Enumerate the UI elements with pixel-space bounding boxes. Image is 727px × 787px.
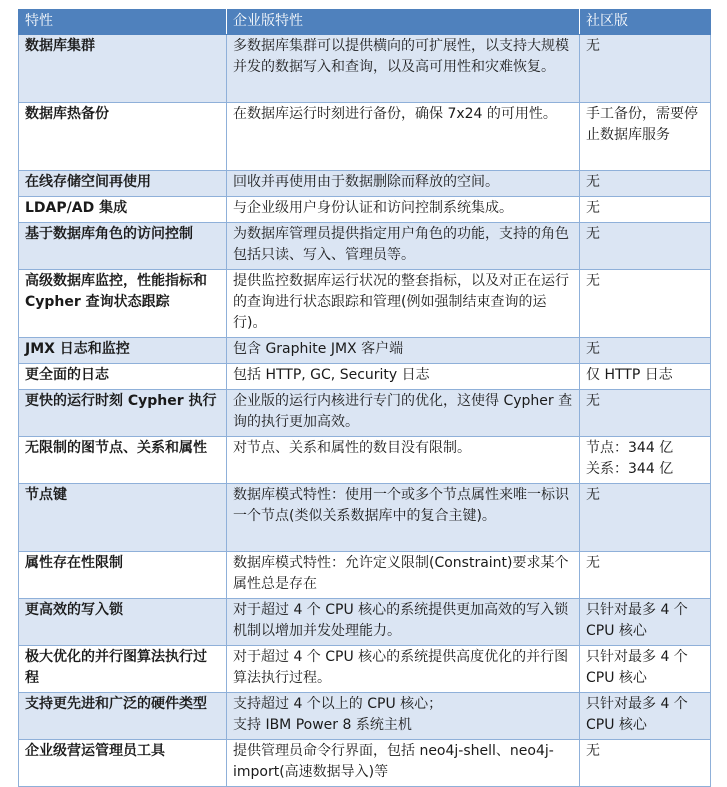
table-row: [19, 390, 711, 437]
community-cell: 只针对最多 4 个 CPU 核心: [580, 599, 711, 646]
feature-cell: 更全面的日志: [19, 364, 227, 390]
community-cell: 手工备份，需要停止数据库服务: [580, 103, 711, 171]
feature-comparison: [18, 9, 710, 787]
feature-cell: 节点键: [19, 484, 227, 552]
table-row: [19, 35, 711, 103]
enterprise-cell: 提供监控数据库运行状况的整套指标，以及对正在运行的查询进行状态跟踪和管理(例如强制结束查询的运行)。: [227, 270, 580, 338]
feature-cell: JMX 日志和监控: [19, 338, 227, 364]
enterprise-cell: 数据库模式特性：使用一个或多个节点属性来唯一标识一个节点(类似关系数据库中的复合主键)。: [227, 484, 580, 552]
enterprise-cell: 在数据库运行时刻进行备份，确保 7x24 的可用性。: [227, 103, 580, 171]
table-row: [19, 552, 711, 599]
feature-cell: 支持更先进和广泛的硬件类型: [19, 693, 227, 740]
community-cell: 无: [580, 171, 711, 197]
community-cell: 无: [580, 390, 711, 437]
community-cell: 无: [580, 740, 711, 787]
table-row: [19, 740, 711, 787]
feature-cell: 高级数据库监控，性能指标和 Cypher 查询状态跟踪: [19, 270, 227, 338]
enterprise-cell: 支持超过 4 个以上的 CPU 核心； 支持 IBM Power 8 系统主机: [227, 693, 580, 740]
enterprise-cell: 回收并再使用由于数据删除而释放的空间。: [227, 171, 580, 197]
table-row: [19, 270, 711, 338]
header-enterprise: 企业版特性: [227, 10, 580, 35]
enterprise-cell: 企业版的运行内核进行专门的优化，这使得 Cypher 查询的执行更加高效。: [227, 390, 580, 437]
community-cell: 节点：344 亿 关系：344 亿: [580, 437, 711, 484]
table-row: [19, 197, 711, 223]
enterprise-cell: 对节点、关系和属性的数目没有限制。: [227, 437, 580, 484]
community-cell: 无: [580, 223, 711, 270]
enterprise-cell: 提供管理员命令行界面，包括 neo4j-shell、neo4j-import(高速数据导入)等: [227, 740, 580, 787]
feature-cell: 数据库热备份: [19, 103, 227, 171]
table-header-row: [19, 10, 711, 35]
feature-cell: 在线存储空间再使用: [19, 171, 227, 197]
community-cell: 只针对最多 4 个 CPU 核心: [580, 646, 711, 693]
enterprise-cell: 为数据库管理员提供指定用户角色的功能，支持的角色包括只读、写入、管理员等。: [227, 223, 580, 270]
enterprise-cell: 数据库模式特性：允许定义限制(Constraint)要求某个属性总是存在: [227, 552, 580, 599]
enterprise-cell: 包括 HTTP, GC, Security 日志: [227, 364, 580, 390]
feature-cell: LDAP/AD 集成: [19, 197, 227, 223]
community-cell: 无: [580, 338, 711, 364]
table-row: [19, 103, 711, 171]
header-feature: 特性: [19, 10, 227, 35]
community-cell: 无: [580, 484, 711, 552]
feature-cell: 数据库集群: [19, 35, 227, 103]
enterprise-cell: 对于超过 4 个 CPU 核心的系统提供高度优化的并行图算法执行过程。: [227, 646, 580, 693]
community-cell: 无: [580, 35, 711, 103]
feature-cell: 无限制的图节点、关系和属性: [19, 437, 227, 484]
feature-cell: 更快的运行时刻 Cypher 执行: [19, 390, 227, 437]
table-row: [19, 484, 711, 552]
feature-table: [18, 9, 711, 787]
feature-cell: 更高效的写入锁: [19, 599, 227, 646]
enterprise-cell: 多数据库集群可以提供横向的可扩展性，以支持大规模并发的数据写入和查询，以及高可用性和灾难恢复。: [227, 35, 580, 103]
community-cell: 无: [580, 197, 711, 223]
feature-cell: 基于数据库角色的访问控制: [19, 223, 227, 270]
feature-cell: 极大优化的并行图算法执行过程: [19, 646, 227, 693]
feature-cell: 属性存在性限制: [19, 552, 227, 599]
community-cell: 无: [580, 270, 711, 338]
header-community: 社区版: [580, 10, 711, 35]
table-row: [19, 693, 711, 740]
feature-cell: 企业级营运管理员工具: [19, 740, 227, 787]
enterprise-cell: 对于超过 4 个 CPU 核心的系统提供更加高效的写入锁机制以增加并发处理能力。: [227, 599, 580, 646]
table-row: [19, 646, 711, 693]
enterprise-cell: 包含 Graphite JMX 客户端: [227, 338, 580, 364]
table-row: [19, 338, 711, 364]
community-cell: 无: [580, 552, 711, 599]
table-row: [19, 171, 711, 197]
table-body: [19, 35, 711, 787]
table-row: [19, 364, 711, 390]
table-row: [19, 599, 711, 646]
enterprise-cell: 与企业级用户身份认证和访问控制系统集成。: [227, 197, 580, 223]
community-cell: 只针对最多 4 个 CPU 核心: [580, 693, 711, 740]
table-row: [19, 223, 711, 270]
table-row: [19, 437, 711, 484]
community-cell: 仅 HTTP 日志: [580, 364, 711, 390]
